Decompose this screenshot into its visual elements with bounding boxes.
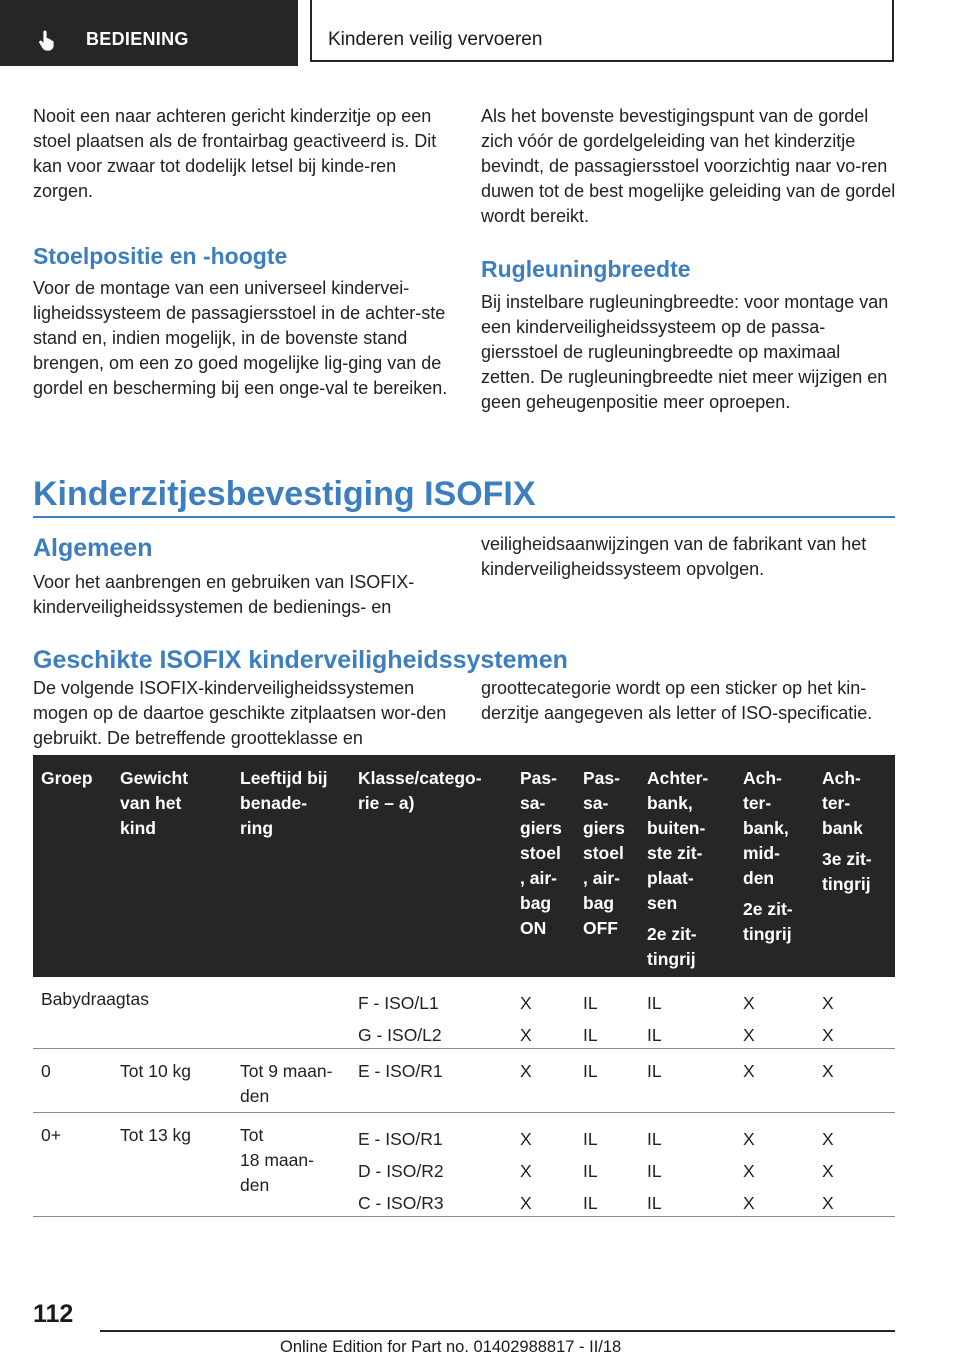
th-groep [41,766,111,791]
th-line: tingrij [647,949,696,969]
th-achterbank-midden [743,766,811,947]
isofix-table [33,755,895,1217]
cell-klasse: E - ISO/R1 [358,1061,443,1081]
cell-klasse [358,987,442,1051]
cell-line: X [822,1129,834,1149]
th-line: , air‐ [583,868,620,888]
th-airbag-off [583,766,635,941]
th-line: kind [120,818,156,838]
th-line: 3e zit‐ [822,849,872,869]
cell-line: Tot [240,1125,264,1145]
cell-line: IL [647,1161,662,1181]
th-line: sa‐ [583,793,609,813]
th-line: ter‐ [822,793,851,813]
cell-line: X [743,1161,755,1181]
th-line: plaat‐ [647,868,694,888]
cell-line: X [743,1193,755,1213]
th-line: sa‐ [520,793,546,813]
cell-midden [743,1123,755,1219]
cell-airbag-on [520,1123,532,1219]
heading-rule [33,516,895,518]
cell-line: den [240,1175,270,1195]
hand-pointer-icon [36,28,60,52]
table-row [33,1113,895,1217]
cell-line: X [822,1193,834,1213]
cell-line: IL [583,1161,598,1181]
cell-line: X [743,1129,755,1149]
th-line: Ach‐ [743,768,782,788]
table-row [33,977,895,1049]
cell-leeftijd [240,1059,332,1109]
algemeen-text-right: veiligheidsaanwijzingen van de fabrikant van het kinderveiligheidssysteem opvolgen. [481,534,867,579]
cell-line: Tot 9 maan‐ [240,1061,333,1081]
th-line: tingrij [822,874,871,894]
geschikte-heading: Geschikte ISOFIX kinderveiligheidssystemen [33,646,568,674]
edition-note: Online Edition for Part no. 01402988817 - II/18 [280,1338,622,1356]
th-line: giers [520,818,562,838]
th-line: rie – a) [358,793,415,813]
stoelpositie-heading: Stoelpositie en -hoogte [33,243,288,269]
th-line: giers [583,818,625,838]
cell-line: X [822,1025,834,1045]
cell-buiten [647,987,662,1051]
gordel-text: Als het bovenste bevestigingspunt van de gordel zich vóór de gordelgeleiding van het kinderzitje bevindt, de passagiersstoel voorzichtig naar vo‐ren duwen tot de best mogelijke geleiding van de gordel wordt bereikt. [481,106,896,226]
isofix-heading: Kinderzitjesbevestiging ISOFIX [33,475,536,513]
cell-buiten [647,1123,662,1219]
section-tab [0,0,298,66]
cell-line: IL [647,1025,662,1045]
cell-midden [743,987,755,1051]
rugleuning-text: Bij instelbare rugleuningbreedte: voor montage van een kinderveiligheidssysteem op de passa‐giersstoel de rugleuningbreedte op maximaal zetten. De rugleuningbreedte niet meer wijzigen en geen geheugenpositie meer oproepen. [481,292,889,412]
cell-rij3 [822,987,834,1051]
cell-line: IL [583,1025,598,1045]
cell-gewicht: Tot 13 kg [120,1125,192,1145]
th-line: buiten‐ [647,818,706,838]
th-achterbank-buiten [647,766,737,972]
th-line: 2e zit‐ [647,924,697,944]
cell-line: den [240,1086,270,1106]
th-line: 2e zit‐ [743,899,793,919]
th-line: stoel [583,843,624,863]
th-line: ring [240,818,274,838]
algemeen-heading: Algemeen [33,534,153,562]
cell-line: 18 maan‐ [240,1150,314,1170]
th-line: Achter‐ [647,768,709,788]
cell-airbag-on [520,987,532,1051]
cell-line: X [743,1025,755,1045]
cell-line: IL [647,1129,662,1149]
cell-midden: X [743,1061,755,1081]
th-line: , air‐ [520,868,557,888]
th-line: ON [520,918,547,938]
th-line: benade‐ [240,793,308,813]
cell-line: G - ISO/L2 [358,1025,442,1045]
cell-groep: 0 [41,1061,51,1081]
cell-klasse [358,1123,444,1219]
th-line: van het [120,793,182,813]
th-gewicht [120,766,230,841]
cell-airbag-off [583,1123,598,1219]
cell-line: X [520,1025,532,1045]
cell-line: F - ISO/L1 [358,993,439,1013]
th-line: bag [520,893,552,913]
cell-line: X [822,1161,834,1181]
footer-rule [100,1330,895,1332]
section-title: BEDIENING [86,29,189,49]
th-line: Klasse/catego‐ [358,768,482,788]
cell-line: X [520,1129,532,1149]
cell-airbag-on: X [520,1061,532,1081]
th-line: mid‐ [743,843,780,863]
cell-line: IL [647,993,662,1013]
cell-line: IL [583,993,598,1013]
th-line: tingrij [743,924,792,944]
cell-line: X [520,1161,532,1181]
stoelpositie-text: Voor de montage van een universeel kindervei‐ligheidssysteem de passagiersstoel in de achter‐ste stand en, indien mogelijk, in de bovenste stand brengen, om een zo goed mogelijke lig‐ging van de gordel en bescherming bij een onge‐val te bereiken. [33,278,448,398]
th-line: Pas‐ [583,768,620,788]
th-line: stoel [520,843,561,863]
cell-gewicht: Tot 10 kg [120,1061,192,1081]
th-line: ter‐ [743,793,772,813]
algemeen-text-left: Voor het aanbrengen en gebruiken van ISOFIX-kinderveiligheidssystemen de bedienings- en [33,572,415,617]
th-line: Ach‐ [822,768,861,788]
th-groep-label: Groep [41,768,93,788]
cell-line: D - ISO/R2 [358,1161,444,1181]
th-leeftijd [240,766,352,841]
cell-rij3 [822,1123,834,1219]
cell-groep: Babydraagtas [41,989,149,1009]
th-line: ste zit‐ [647,843,703,863]
geschikte-text-left: De volgende ISOFIX-kinderveiligheidssystemen mogen op de daartoe geschikte zitplaatsen wor‐den gebruikt. De betreffende grootteklasse en [33,678,447,748]
th-line: Gewicht [120,768,189,788]
page-number: 112 [33,1300,74,1328]
cell-line: X [520,993,532,1013]
th-line: bank [822,818,863,838]
th-line: bank, [743,818,789,838]
cell-line: X [822,993,834,1013]
th-line: Leeftijd bij [240,768,328,788]
th-line: sen [647,893,678,913]
th-line: Pas‐ [520,768,557,788]
cell-airbag-off: IL [583,1061,598,1081]
rugleuning-heading: Rugleuningbreedte [481,256,691,282]
cell-line: IL [647,1193,662,1213]
cell-groep: 0+ [41,1125,61,1145]
cell-leeftijd [240,1123,314,1198]
cell-line: E - ISO/R1 [358,1129,443,1149]
cell-airbag-off [583,987,598,1051]
topic-box [310,0,894,62]
th-line: OFF [583,918,618,938]
th-line: den [743,868,775,888]
page-header [0,0,960,66]
cell-line: C - ISO/R3 [358,1193,444,1213]
table-header [33,755,895,977]
cell-line: IL [583,1129,598,1149]
th-achterbank-3 [822,766,890,897]
topic-title: Kinderen veilig vervoeren [328,29,543,50]
cell-rij3: X [822,1061,834,1081]
th-klasse [358,766,508,816]
cell-line: X [520,1193,532,1213]
th-airbag-on [520,766,572,941]
th-line: bank, [647,793,693,813]
th-line: bag [583,893,615,913]
table-row [33,1049,895,1113]
warning-text: Nooit een naar achteren gericht kinderzitje op een stoel plaatsen als de frontairbag geactiveerd is. Dit kan voor zwaar tot dodelijk letsel bij kinde‐ren zorgen. [33,106,437,201]
cell-line: X [743,993,755,1013]
geschikte-text-right: groottecategorie wordt op een sticker op het kin‐derzitje aangegeven als letter of ISO-specificatie. [481,678,873,723]
cell-buiten: IL [647,1061,662,1081]
cell-line: IL [583,1193,598,1213]
